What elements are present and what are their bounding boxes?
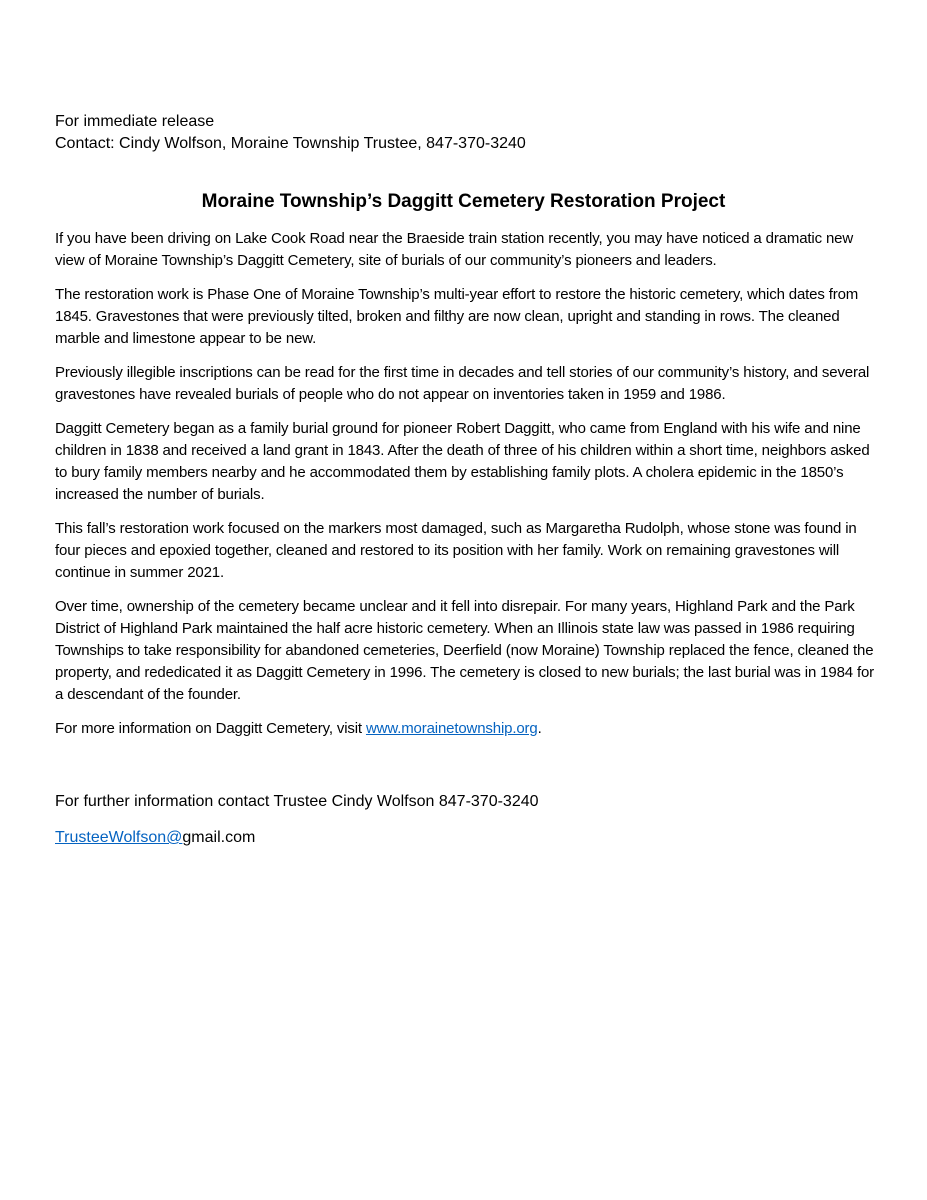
email-line: [55, 826, 539, 850]
paragraph: If you have been driving on Lake Cook Road near the Braeside train station recently, you may have noticed a dramatic new view of Moraine Township’s Daggitt Cemetery, site of burials of our community’s pioneers and leaders.: [55, 230, 854, 269]
document-body: [55, 228, 877, 752]
paragraph: Daggitt Cemetery began as a family burial ground for pioneer Robert Daggitt, who came from England with his wife and nine children in 1838 and received a land grant in 1843. After the death of three of his children within a short time, neighbors asked to bury family members nearby and he accommodated them by establishing family plots. A cholera epidemic in the 1850’s increased the number of burials.: [55, 420, 870, 503]
email-domain: gmail.com: [182, 829, 256, 846]
further-info-line: For further information contact Trustee Cindy Wolfson 847-370-3240: [55, 793, 539, 810]
footer-contact: [55, 790, 539, 862]
paragraph: Previously illegible inscriptions can be read for the first time in decades and tell stories of our community’s history, and several gravestones have revealed burials of people who do not appear on inventories taken in 1959 and 1986.: [55, 364, 870, 403]
more-info-paragraph: [55, 718, 877, 740]
more-info-suffix: .: [537, 720, 542, 737]
release-line: For immediate release: [55, 113, 215, 130]
document-title: Moraine Township’s Daggitt Cemetery Restoration Project: [201, 191, 726, 212]
paragraph: The restoration work is Phase One of Moraine Township’s multi-year effort to restore the historic cemetery, which dates from 1845. Gravestones that were previously tilted, broken and filthy are now clean, upright and standing in rows. The cleaned marble and limestone appear to be new.: [55, 286, 859, 347]
more-info-prefix: For more information on Daggitt Cemetery, visit: [55, 720, 366, 737]
paragraph: Over time, ownership of the cemetery became unclear and it fell into disrepair. For many years, Highland Park and the Park District of Highland Park maintained the half acre historic cemetery. When an Illinois state law was passed in 1986 requiring Townships to take responsibility for abandoned cemeteries, Deerfield (now Moraine) Township replaced the fence, cleaned the property, and rededicated it as Daggitt Cemetery in 1996. The cemetery is closed to new burials; the last burial was in 1984 for a descendant of the founder.: [55, 598, 875, 703]
website-link[interactable]: www.morainetownship.org: [365, 720, 538, 737]
paragraph: This fall’s restoration work focused on the markers most damaged, such as Margaretha Rudolph, whose stone was found in four pieces and epoxied together, cleaned and restored to its position with her family. Work on remaining gravestones will continue in summer 2021.: [55, 520, 857, 581]
email-link[interactable]: TrusteeWolfson@: [55, 829, 183, 846]
contact-line: Contact: Cindy Wolfson, Moraine Township Trustee, 847-370-3240: [55, 135, 526, 152]
release-header: [55, 111, 526, 155]
